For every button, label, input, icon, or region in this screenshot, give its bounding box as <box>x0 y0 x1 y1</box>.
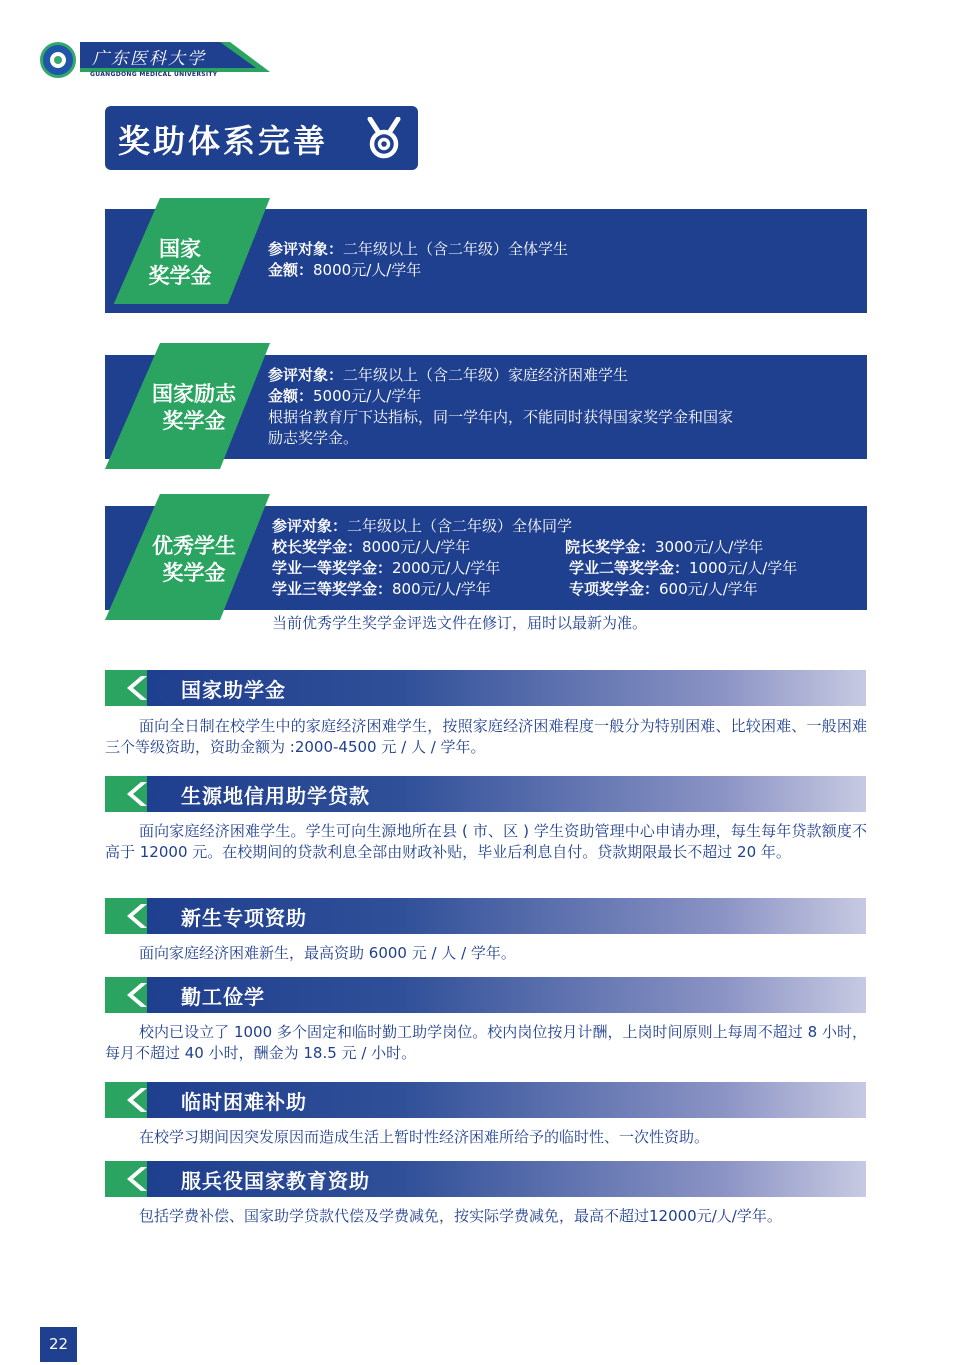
section-text-grant: 面向全日制在校学生中的家庭经济困难学生，按照家庭经济困难程度一般分为特别困难、比较困难、一般困难三个等级资助，资助金额为 :2000-4500 元 / 人 / 学年。 <box>105 717 867 756</box>
chevron-icon <box>105 670 185 706</box>
card-title-inspirational: 国家励志 奖学金 <box>152 382 236 433</box>
card-title-excellent: 优秀学生 奖学金 <box>152 534 236 585</box>
section-header-grant <box>105 670 866 706</box>
medal-icon <box>364 117 404 159</box>
section-text-workstudy: 校内已设立了 1000 多个固定和临时勤工助学岗位。校内岗位按月计酬，上岗时间原则上每周不超过 8 小时，每月不超过 40 小时，酬金为 18.5 元 / 小时。 <box>105 1023 867 1062</box>
card-content-inspirational: 参评对象：二年级以上（含二年级）家庭经济困难学生 金额：5000元/人/学年 根据省教育厅下达指标，同一学年内，不能同时获得国家奖学金和国家 励志奖学金。 <box>268 366 734 447</box>
section-title: 生源地信用助学贷款 <box>181 784 370 808</box>
section-text-freshman: 面向家庭经济困难新生，最高资助 6000 元 / 人 / 学年。 <box>139 944 516 962</box>
excellent-footnote: 当前优秀学生奖学金评选文件在修订，届时以最新为准。 <box>272 614 648 632</box>
section-header-workstudy <box>105 977 866 1013</box>
chevron-icon <box>105 1082 185 1118</box>
page-number: 22 <box>40 1327 77 1362</box>
section-header-hardship <box>105 1082 866 1118</box>
section-header-freshman <box>105 898 866 934</box>
chevron-icon <box>105 1161 185 1197</box>
section-header-military <box>105 1161 866 1197</box>
section-text-military: 包括学费补偿、国家助学贷款代偿及学费减免，按实际学费减免，最高不超过12000元/人/学年。 <box>139 1207 782 1225</box>
university-logo-emblem <box>40 42 76 78</box>
card-content-national: 参评对象：二年级以上（含二年级）全体学生 金额：8000元/人/学年 <box>268 240 569 279</box>
section-title: 临时困难补助 <box>181 1090 307 1114</box>
card-title-national: 国家 奖学金 <box>148 237 212 288</box>
logo-english-name: GUANGDONG MEDICAL UNIVERSITY <box>90 71 218 78</box>
chevron-icon <box>105 898 185 934</box>
section-title: 新生专项资助 <box>181 906 307 930</box>
section-text-hardship: 在校学习期间因突发原因而造成生活上暂时性经济困难所给予的临时性、一次性资助。 <box>139 1128 710 1146</box>
section-text-loan: 面向家庭经济困难学生。学生可向生源地所在县 ( 市、区 ) 学生资助管理中心申请办理，每生每年贷款额度不高于 12000 元。在校期间的贷款利息全部由财政补贴，毕业后利息自付。贷款期限最长不超过 20 年。 <box>105 822 867 861</box>
card-content-excellent: 参评对象：二年级以上（含二年级）全体同学 校长奖学金：8000元/人/学年 院长奖学金：3000元/人/学年 学业一等奖学金：2000元/人/学年 学业二等奖学金：1000元/人/学年 学业三等奖学金：800元/人/学年 专项奖学金：600元/人/学年 <box>272 517 798 598</box>
logo-chinese-name: 广东医科大学 <box>92 49 206 69</box>
section-header-loan <box>105 776 866 812</box>
section-title: 服兵役国家教育资助 <box>181 1169 370 1193</box>
page-title: 奖助体系完善 <box>118 122 329 160</box>
section-title: 勤工俭学 <box>181 985 265 1009</box>
chevron-icon <box>105 977 185 1013</box>
chevron-icon <box>105 776 185 812</box>
section-title: 国家助学金 <box>181 678 286 702</box>
